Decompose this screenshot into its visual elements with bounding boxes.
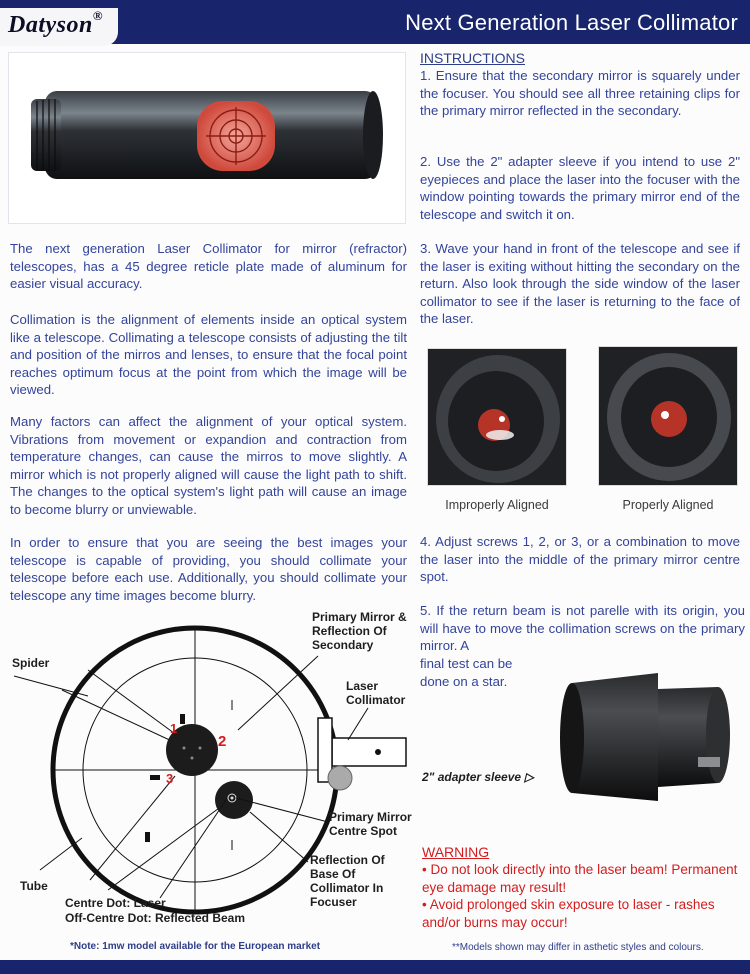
properly-aligned-photo	[598, 346, 738, 486]
spider-label: Spider	[12, 656, 50, 670]
laser-collimator-shape	[332, 738, 406, 766]
improperly-aligned-photo	[427, 348, 567, 486]
laser-collimator-label: Laser Collimator	[346, 679, 406, 707]
warning-item-1: • Do not look directly into the laser beam! Permanent eye damage may result!	[422, 862, 738, 895]
footnote-right: **Models shown may differ in asthetic styles and colours.	[452, 942, 704, 953]
laser-collimator-illustration	[9, 53, 407, 225]
properly-aligned-caption: Properly Aligned	[622, 498, 714, 512]
brand-name: Datyson	[8, 12, 93, 38]
instructions-heading: INSTRUCTIONS	[420, 50, 525, 66]
footer-bar	[0, 960, 750, 974]
improperly-aligned-caption: Improperly Aligned	[445, 498, 549, 512]
screw-2-label: 2	[218, 733, 227, 750]
improper-alignment-image	[428, 349, 567, 486]
brand-logo	[8, 8, 104, 39]
brand-registered-mark: ®	[92, 8, 104, 23]
adapter-sleeve-label-text: 2" adapter sleeve	[422, 770, 522, 784]
screw-3-label: 3	[166, 771, 174, 786]
centre-dot-label: Centre Dot: Laser	[65, 896, 166, 910]
off-centre-dot-label: Off-Centre Dot: Reflected Beam	[65, 911, 246, 925]
warning-item-2: • Avoid prolonged skin exposure to laser - rashes and/or burns may occur!	[422, 897, 715, 930]
instruction-step-5-continued: final test can be done on a star.	[420, 656, 513, 689]
centre-spot-label: Primary Mirror Centre Spot	[329, 810, 412, 838]
instruction-step-4: 4. Adjust screws 1, 2, or 3, or a combination to move the laser into the middle of the primary mirror centre spot.	[420, 534, 740, 584]
warning-heading: WARNING	[422, 844, 490, 860]
intro-paragraph-4: In order to ensure that you are seeing the best images your telescope is capable of providing, you should collimate your telescope before each use. Additionally, you should collimate your telescope any time images become blurry.	[10, 535, 407, 603]
screw-1-label: 1	[170, 721, 178, 736]
reflection-base-label: Reflection Of Base Of Collimator In Focuser	[310, 853, 385, 909]
arrow-right-icon: ▷	[524, 770, 534, 784]
instruction-step-2: 2. Use the 2" adapter sleeve if you intend to use 2" eyepieces and place the laser into the focuser with the window pointing towards the primary mirror end of the telescope and switch it on.	[420, 154, 740, 222]
primary-mirror-label: Primary Mirror & Reflection Of Secondary	[312, 610, 407, 652]
focuser-knob	[328, 766, 352, 790]
intro-paragraph-3: Many factors can affect the alignment of your optical system. Vibrations from movement or expandion and contraction from temperature changes, can cause the mirros to move slightly. A mirror which is not properly aligned will cause the light path to shift. The changes to the optical system's light path will cause an image to become blurry or unviewable.	[10, 414, 407, 517]
footnote-left: *Note: 1mw model available for the European market	[70, 941, 321, 952]
tube-label: Tube	[20, 879, 48, 893]
instruction-step-3: 3. Wave your hand in front of the telescope and see if the laser is exiting without hitting the secondary on the return. Also look through the side window of the laser collimator to see if the laser is returning to the face of the laser.	[420, 241, 740, 326]
instruction-step-1: 1. Ensure that the secondary mirror is squarely under the focuser. You should see all three retaining clips for the primary mirror reflected in the secondary.	[420, 68, 740, 118]
intro-paragraph-2: Collimation is the alignment of elements inside an optical system like a telescope. Collimating a telescope consists of adjusting the tilt and position of the mirros and lenses, to ensure that the focal point reaches optimum focus at the point from which the image will be viewed.	[10, 312, 407, 397]
instruction-step-5: 5. If the return beam is not parelle with its origin, you will have to move the collimation screws on the primary mirror. A	[420, 603, 745, 653]
adapter-sleeve-label	[422, 770, 534, 784]
adapter-sleeve-image	[558, 665, 743, 810]
product-image	[8, 52, 406, 224]
primary-mirror-centre-spot-reflection	[215, 781, 253, 819]
proper-alignment-image	[599, 347, 738, 486]
page-title: Next Generation Laser Collimator	[405, 10, 738, 35]
intro-paragraph-1: The next generation Laser Collimator for mirror (refractor) telescopes, has a 45 degree reticle plate made of aluminum for easier visual accuracy.	[10, 241, 407, 291]
